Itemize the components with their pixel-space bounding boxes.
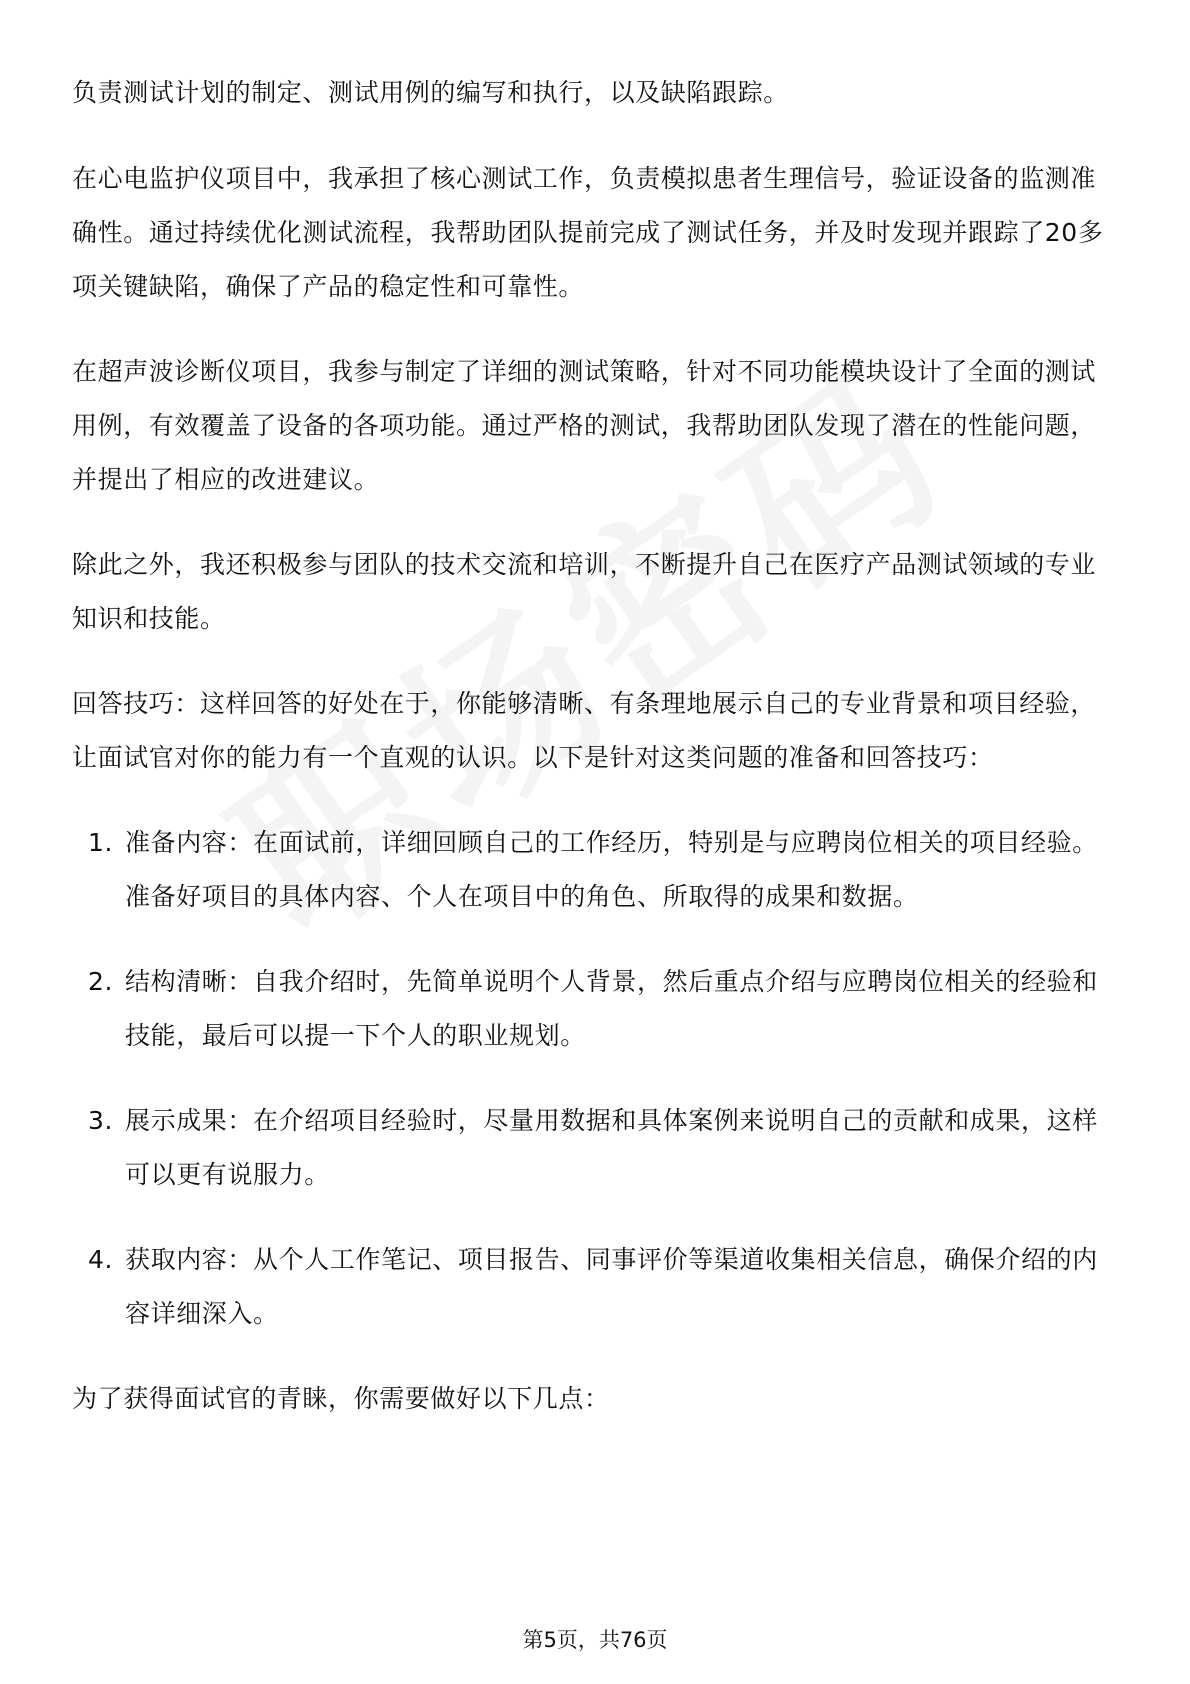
list-number: 1.	[88, 828, 114, 857]
list-number: 4.	[88, 1245, 114, 1274]
list-item	[72, 955, 1118, 1063]
paragraph-ecg-project: 在心电监护仪项目中，我承担了核心测试工作，负责模拟患者生理信号，验证设备的监测准确性。通过持续优化测试流程，我帮助团队提前完成了测试任务，并及时发现并跟踪了20多项关键缺陷，确保了产品的稳定性和可靠性。	[72, 164, 1104, 301]
list-number: 3.	[88, 1106, 114, 1135]
list-text: 准备内容：在面试前，详细回顾自己的工作经历，特别是与应聘岗位相关的项目经验。准备好项目的具体内容、个人在项目中的角色、所取得的成果和数据。	[125, 828, 1098, 911]
list-item	[72, 1094, 1118, 1202]
document-body	[72, 66, 1118, 1457]
list-item	[72, 1233, 1118, 1341]
list-text: 展示成果：在介绍项目经验时，尽量用数据和具体案例来说明自己的贡献和成果，这样可以更有说服力。	[125, 1106, 1098, 1189]
tips-list	[72, 816, 1118, 1341]
list-item	[72, 816, 1118, 924]
paragraph-additional: 除此之外，我还积极参与团队的技术交流和培训，不断提升自己在医疗产品测试领域的专业知识和技能。	[72, 550, 1097, 633]
list-number: 2.	[88, 967, 114, 996]
list-text: 获取内容：从个人工作笔记、项目报告、同事评价等渠道收集相关信息，确保介绍的内容详细深入。	[125, 1245, 1098, 1328]
page-number-footer: 第5页，共76页	[522, 1628, 668, 1652]
paragraph-responsibilities: 负责测试计划的制定、测试用例的编写和执行，以及缺陷跟踪。	[72, 78, 789, 107]
paragraph-ultrasound-project: 在超声波诊断仪项目，我参与制定了详细的测试策略，针对不同功能模块设计了全面的测试用例，有效覆盖了设备的各项功能。通过严格的测试，我帮助团队发现了潜在的性能问题，并提出了相应的改进建议。	[72, 357, 1097, 494]
paragraph-closing: 为了获得面试官的青睐，你需要做好以下几点：	[72, 1384, 610, 1413]
list-text: 结构清晰：自我介绍时，先简单说明个人背景，然后重点介绍与应聘岗位相关的经验和技能，最后可以提一下个人的职业规划。	[125, 967, 1098, 1050]
paragraph-answer-tips: 回答技巧：这样回答的好处在于，你能够清晰、有条理地展示自己的专业背景和项目经验，让面试官对你的能力有一个直观的认识。以下是针对这类问题的准备和回答技巧：	[72, 689, 1097, 772]
